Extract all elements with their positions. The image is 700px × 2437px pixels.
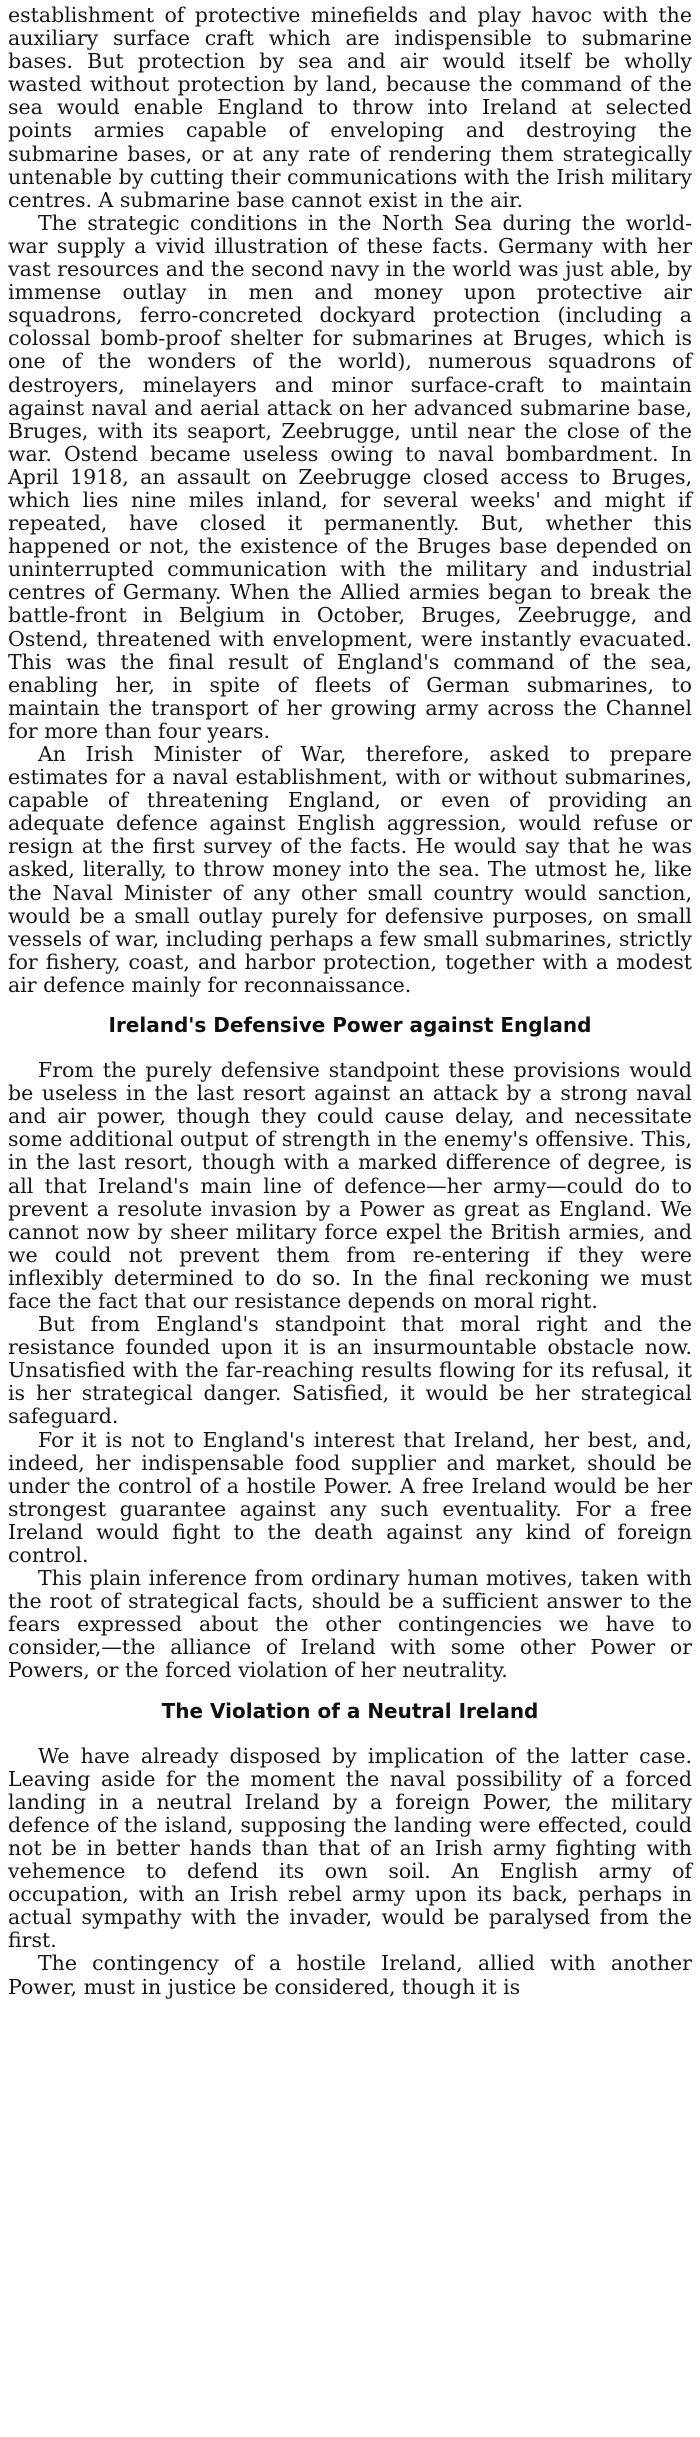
- paragraph-plain-inference: This plain inference from ordinary human motives, taken with the root of strategical facts, should be a sufficient answer to the fears expressed about the other contingencies we have to consider,—the alliance of Ireland with some other Power or Powers, or the forced violation of her neutrality.: [8, 1566, 692, 1683]
- paragraph-hostile-ireland: The contingency of a hostile Ireland, allied with another Power, must in justice be considered, though it is: [8, 1951, 692, 1999]
- section-defensive-power: [8, 1059, 692, 1683]
- section-naval-establishment: [8, 4, 692, 997]
- paragraph-englands-interest: For it is not to England's interest that Ireland, her best, and, indeed, her indispensable food supplier and market, should be under the control of a hostile Power. A free Ireland would be her strongest guarantee against any such eventuality. For a free Ireland would fight to the death against any kind of foreign control.: [8, 1427, 692, 1567]
- section-heading-neutral-ireland: The Violation of a Neutral Ireland: [161, 1698, 539, 1723]
- paragraph-continued: establishment of protective minefields and play havoc with the auxiliary surface craft which are indispensible to submarine bases. But protection by sea and air would itself be wholly wasted without protection by land, because the command of the sea would enable England to throw into Ireland at selected points armies capable of enveloping and destroying the submarine bases, or at any rate of rendering them strategically untenable by cutting their communications with the Irish military centres. A submarine base cannot exist in the air.: [8, 3, 692, 212]
- paragraph-latter-case: We have already disposed by implication of the latter case. Leaving aside for the moment the naval possibility of a forced landing in a neutral Ireland by a foreign Power, the military defence of the island, supposing the landing were effected, could not be in better hands than that of an Irish army fighting with vehemence to defend its own soil. An English army of occupation, with an Irish rebel army upon its back, perhaps in actual sympathy with the invader, would be paralysed from the first.: [8, 1743, 692, 1953]
- paragraph-moral-right: But from England's standpoint that moral right and the resistance founded upon it is an insurmountable obstacle now. Unsatisfied with the far-reaching results flowing for its refusal, it is her strategical danger. Satisfied, it would be her strategical safeguard.: [8, 1312, 692, 1429]
- paragraph-minister-of-war: An Irish Minister of War, therefore, asked to prepare estimates for a naval establishment, with or without submarines, capable of threatening England, or even of providing an adequate defence against English aggression, would refuse or resign at the first survey of the facts. He would say that he was asked, literally, to throw money into the sea. The utmost he, like the Naval Minister of any other small country would sanction, would be a small outlay purely for defensive purposes, on small vessels of war, including perhaps a few small submarines, strictly for fishery, coast, and harbor protection, together with a modest air defence mainly for reconnaissance.: [8, 742, 692, 997]
- paragraph-defensive-standpoint: From the purely defensive standpoint these provisions would be useless in the last resort against an attack by a strong naval and air power, though they could cause delay, and necessitate some additional output of strength in the enemy's offensive. This, in the last resort, though with a marked difference of degree, is all that Ireland's main line of defence—her army—could do to prevent a resolute invasion by a Power as great as England. We cannot now by sheer military force expel the British armies, and we could not prevent them from re-entering if they were inflexibly determined to do so. In the final reckoning we must face the fact that our resistance depends on moral right.: [8, 1058, 692, 1313]
- section-neutral-ireland: [8, 1745, 692, 1999]
- paragraph-north-sea: The strategic conditions in the North Sea during the world-war supply a vivid illustration of these facts. Germany with her vast resources and the second navy in the world was just able, by immense outlay in men and money upon protective air squadrons, ferro-concreted dockyard protection (including a colossal bomb-proof shelter for submarines at Bruges, which is one of the wonders of the world), numerous squadrons of destroyers, minelayers and minor surface-craft to maintain against naval and aerial attack on her advanced submarine base, Bruges, with its seaport, Zeebrugge, until near the close of the war. Ostend became useless owing to naval bombardment. In April 1918, an assault on Zeebrugge closed access to Bruges, which lies nine miles inland, for several weeks' and might if repeated, have closed it permanently. But, whether this happened or not, the existence of the Bruges base depended on uninterrupted communication with the military and industrial centres of Germany. When the Allied armies began to break the battle-front in Belgium in October, Bruges, Zeebrugge, and Ostend, threatened with envelopment, were instantly evacuated. This was the final result of England's command of the sea, enabling her, in spite of fleets of German submarines, to maintain the transport of her growing army across the Channel for more than four years.: [8, 210, 692, 743]
- section-heading-defensive-power: Ireland's Defensive Power against England: [108, 1013, 592, 1038]
